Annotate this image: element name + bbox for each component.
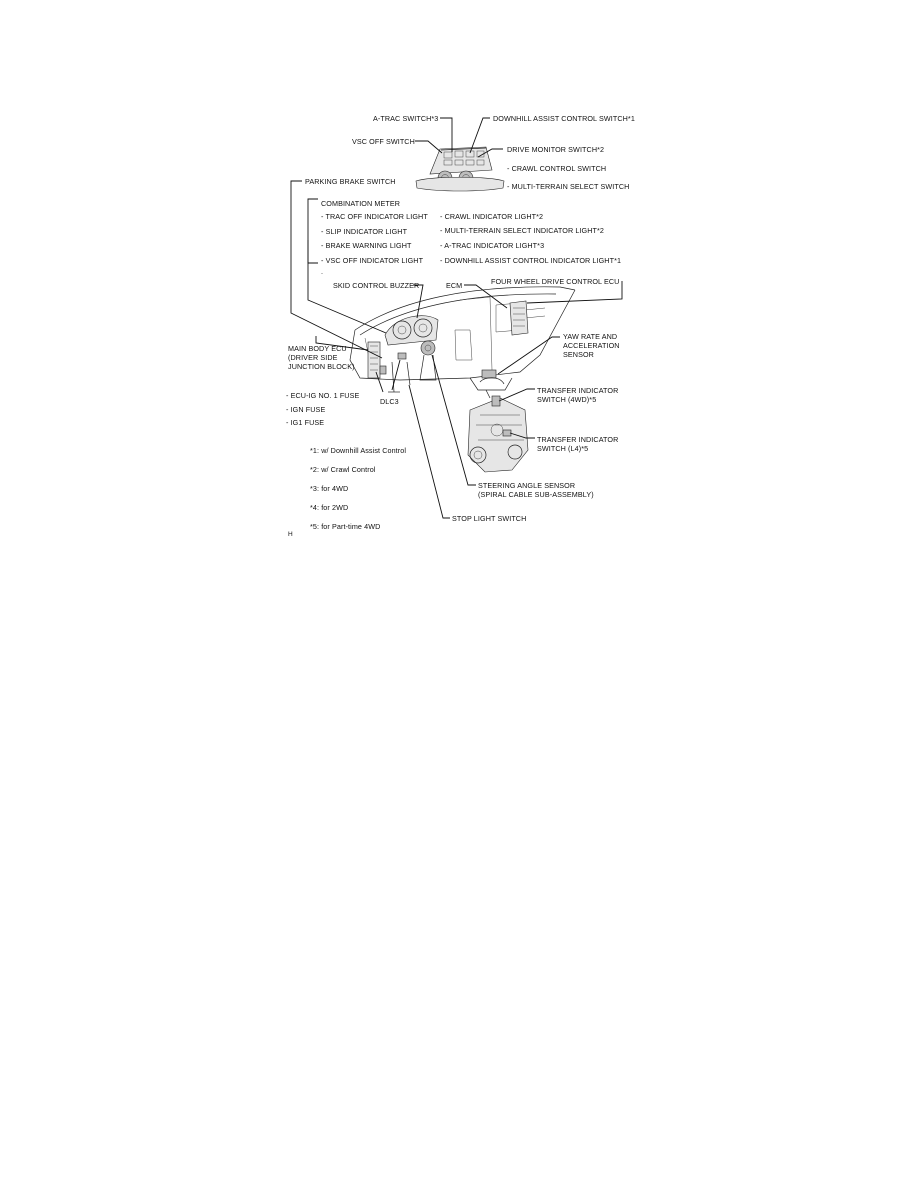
crawl-indicator-label: - CRAWL INDICATOR LIGHT*2 xyxy=(440,212,544,221)
dot-mark: . xyxy=(321,267,324,276)
drive-monitor-switch-label: DRIVE MONITOR SWITCH*2 xyxy=(507,145,605,154)
multi-terrain-indicator-label: - MULTI-TERRAIN SELECT INDICATOR LIGHT*2 xyxy=(440,226,605,235)
footnote: *5: for Part-time 4WD xyxy=(310,522,381,531)
footnote: *2: w/ Crawl Control xyxy=(310,465,376,474)
footnote: *3: for 4WD xyxy=(310,484,349,493)
yaw-rate-sensor-label: YAW RATE AND ACCELERATION SENSOR xyxy=(563,332,620,359)
four-wheel-drive-ecu-label: FOUR WHEEL DRIVE CONTROL ECU xyxy=(491,277,620,286)
multi-terrain-select-switch-label: - MULTI-TERRAIN SELECT SWITCH xyxy=(507,182,630,191)
a-trac-indicator-label: - A-TRAC INDICATOR LIGHT*3 xyxy=(440,241,545,250)
combination-meter-label: COMBINATION METER xyxy=(321,199,401,208)
downhill-assist-switch-label: DOWNHILL ASSIST CONTROL SWITCH*1 xyxy=(493,114,635,123)
footnote: *4: for 2WD xyxy=(310,503,349,512)
overhead-console-drawing xyxy=(416,147,504,191)
ig1-fuse-label: - IG1 FUSE xyxy=(286,418,325,427)
main-body-ecu-label: MAIN BODY ECU (DRIVER SIDE JUNCTION BLOCK) xyxy=(288,344,355,371)
skid-control-buzzer-label: SKID CONTROL BUZZER xyxy=(333,281,420,290)
dlc3-label: DLC3 xyxy=(380,397,399,406)
trac-off-indicator-label: - TRAC OFF INDICATOR LIGHT xyxy=(321,212,428,221)
ecu-ig-fuse-label: - ECU-IG NO. 1 FUSE xyxy=(286,391,360,400)
stop-light-switch-label: STOP LIGHT SWITCH xyxy=(452,514,527,523)
transfer-case-drawing xyxy=(468,390,528,472)
crawl-control-switch-label: - CRAWL CONTROL SWITCH xyxy=(507,164,607,173)
brake-warning-label: - BRAKE WARNING LIGHT xyxy=(321,241,412,250)
vsc-off-switch-label: VSC OFF SWITCH xyxy=(352,137,415,146)
downhill-indicator-label: - DOWNHILL ASSIST CONTROL INDICATOR LIGHT*1 xyxy=(440,256,622,265)
steering-angle-sensor-label: STEERING ANGLE SENSOR (SPIRAL CABLE SUB-ASSEMBLY) xyxy=(478,481,594,499)
ign-fuse-label: - IGN FUSE xyxy=(286,405,326,414)
corner-mark: H xyxy=(288,531,293,538)
a-trac-switch-label: A-TRAC SWITCH*3 xyxy=(373,114,439,123)
parking-brake-switch-label: PARKING BRAKE SWITCH xyxy=(305,177,396,186)
vsc-off-indicator-label: - VSC OFF INDICATOR LIGHT xyxy=(321,256,424,265)
transfer-indicator-l4-label: TRANSFER INDICATOR SWITCH (L4)*5 xyxy=(537,435,619,453)
slip-indicator-label: - SLIP INDICATOR LIGHT xyxy=(321,227,408,236)
footnote: *1: w/ Downhill Assist Control xyxy=(310,446,407,455)
ecm-label: ECM xyxy=(446,281,463,290)
transfer-indicator-4wd-label: TRANSFER INDICATOR SWITCH (4WD)*5 xyxy=(537,386,619,404)
